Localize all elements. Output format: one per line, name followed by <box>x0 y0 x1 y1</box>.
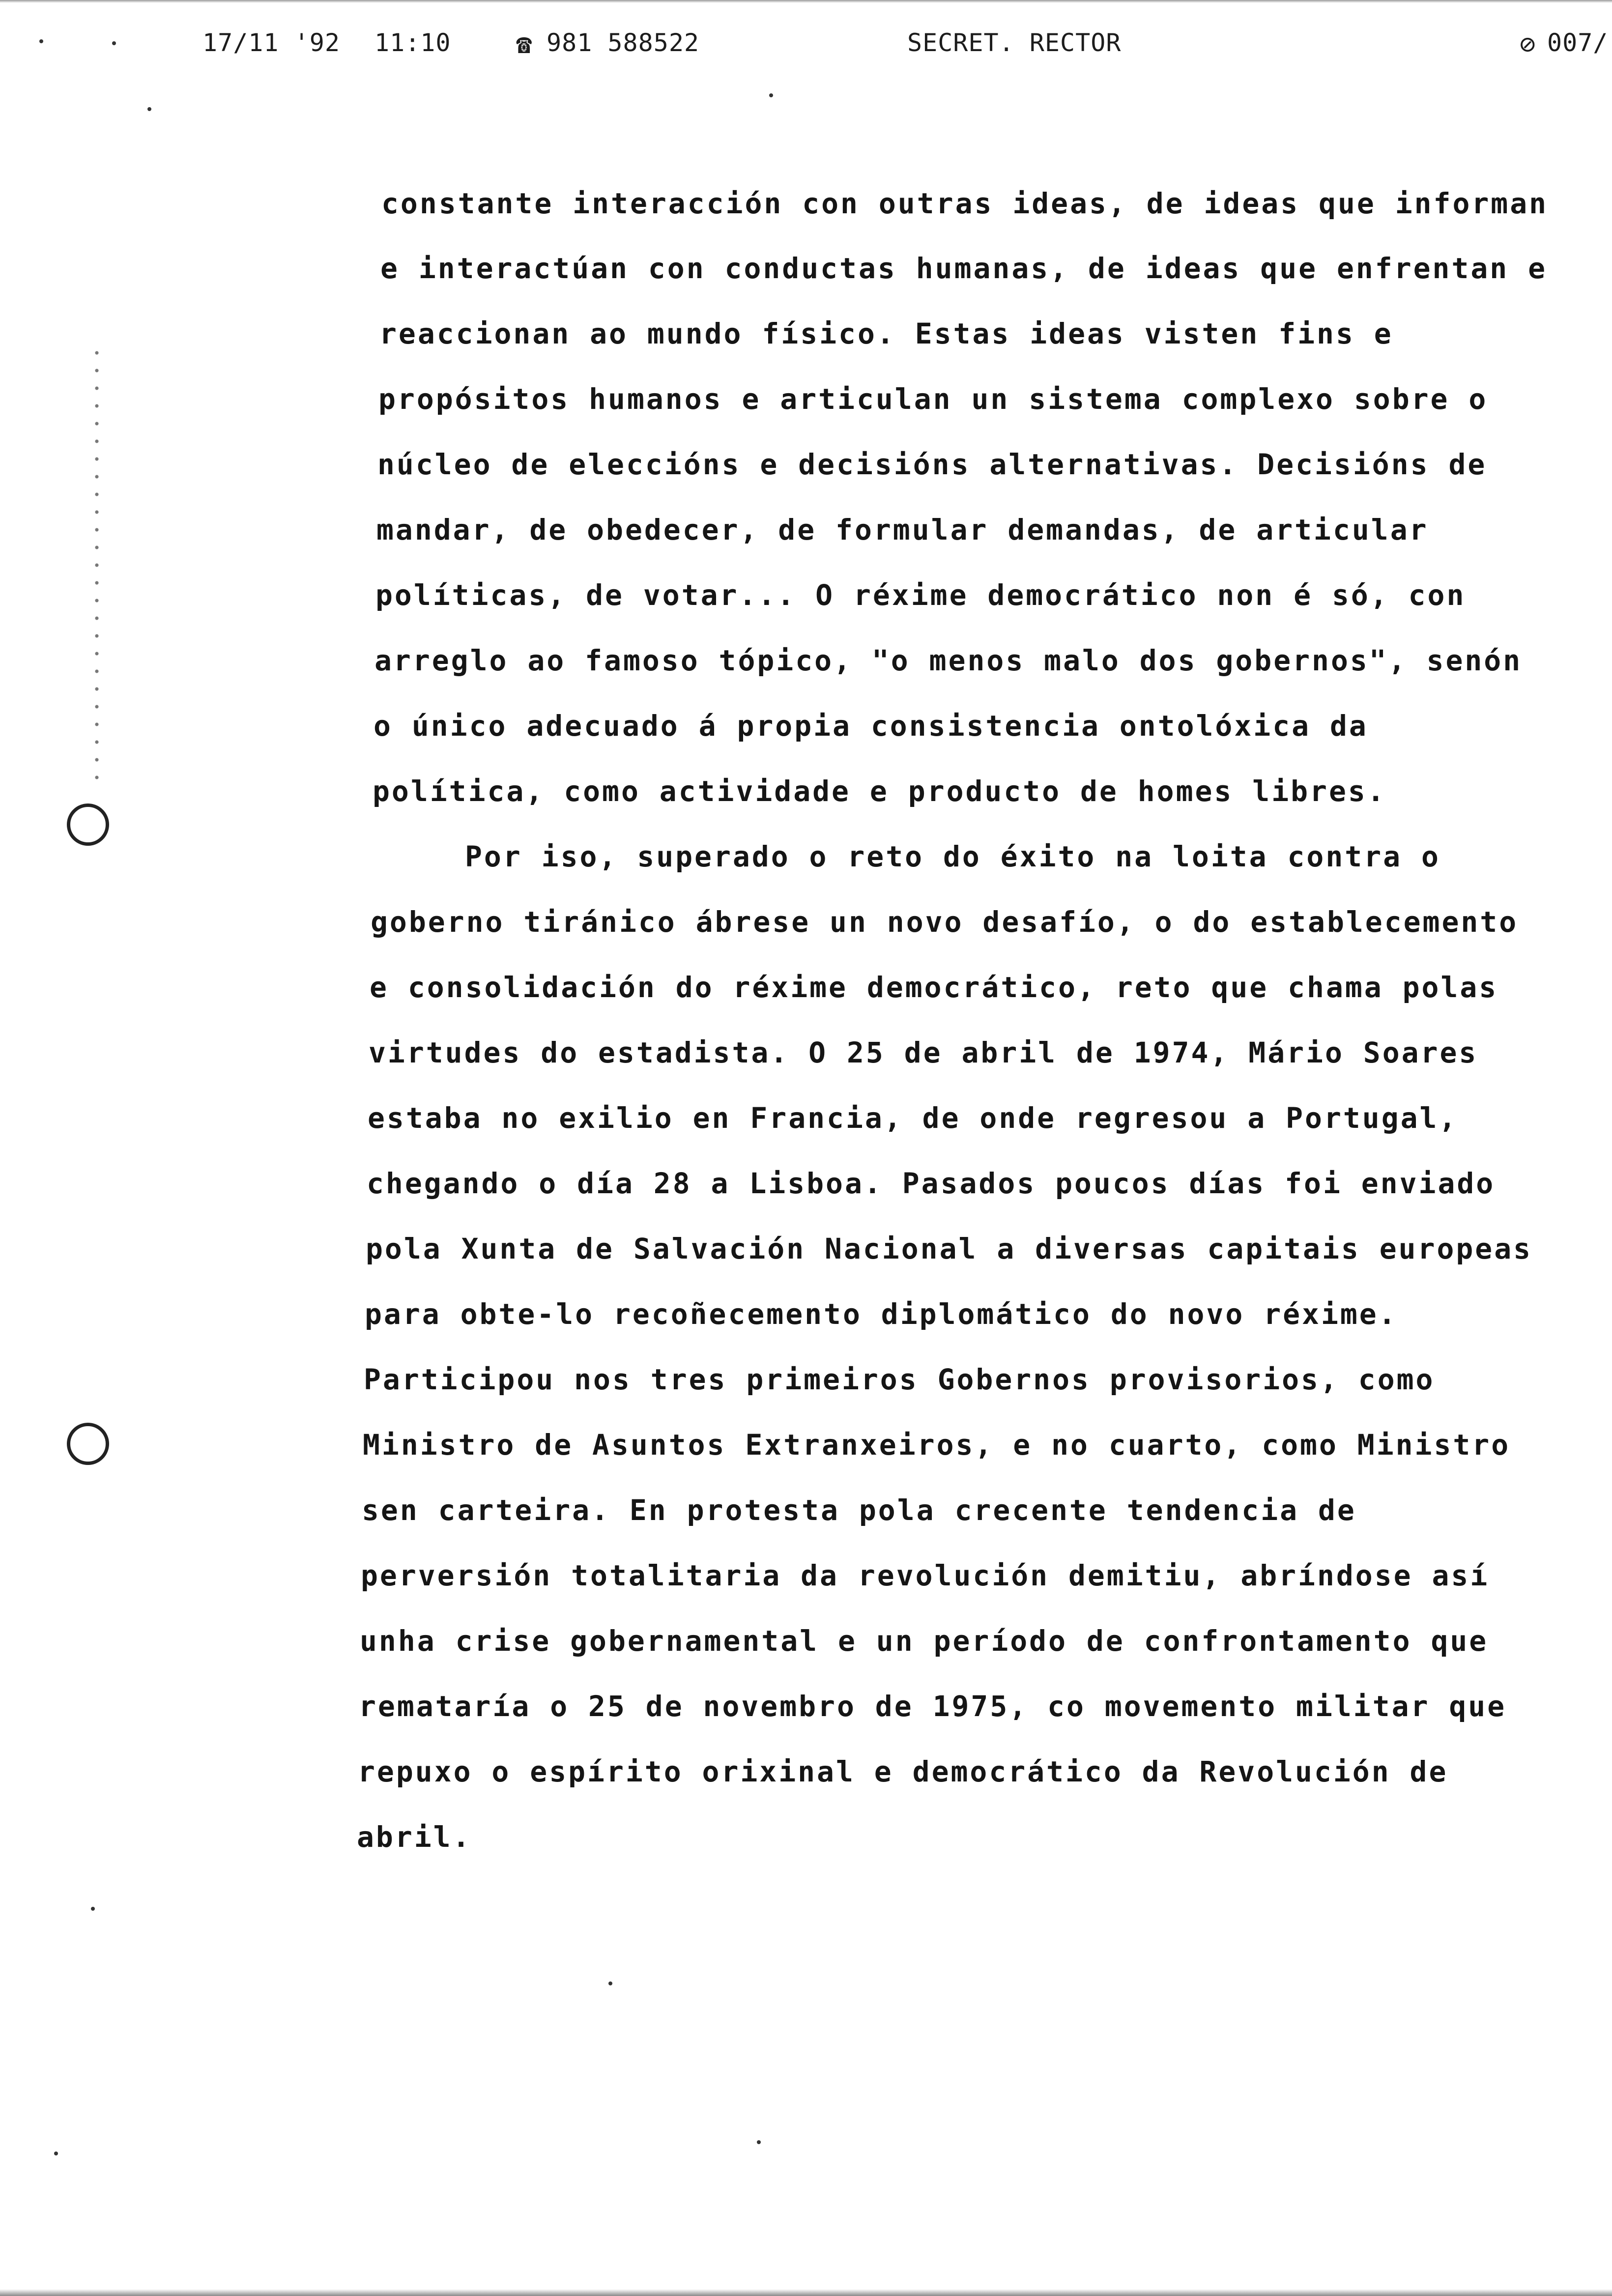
scan-speck <box>54 2152 58 2155</box>
text-line: o único adecuado á propia consistencia ontolóxica da <box>374 709 1368 743</box>
text-line: goberno tiránico ábrese un novo desafío, o do establecemento <box>371 905 1519 939</box>
text-line: políticas, de votar... O réxime democrático non é só, con <box>375 578 1466 612</box>
text-line: e consolidación do réxime democrático, reto que chama polas <box>370 971 1498 1004</box>
fax-sender: SECRET. RECTOR <box>907 29 1122 57</box>
telephone-icon: ☎ <box>516 29 533 59</box>
text-line: abril. <box>357 1820 472 1854</box>
text-line: virtudes do estadista. O 25 de abril de 1974, Mário Soares <box>369 1036 1478 1069</box>
text-line: arreglo ao famoso tópico, "o menos malo dos gobernos", senón <box>374 644 1523 677</box>
text-line: núcleo de eleccións e decisións alternativas. Decisións de <box>377 448 1487 481</box>
punch-hole <box>67 1423 109 1465</box>
text-line: sen carteira. En protesta pola crecente tendencia de <box>362 1493 1356 1527</box>
text-line: Participou nos tres primeiros Gobernos provisorios, como <box>364 1363 1435 1396</box>
binding-marks <box>94 344 99 786</box>
scan-speck <box>39 39 43 43</box>
punch-hole <box>67 804 109 846</box>
fax-page-number: 007/ <box>1547 29 1609 57</box>
text-line: chegando o día 28 a Lisboa. Pasados poucos días foi enviado <box>367 1167 1496 1200</box>
text-line: perversión totalitaria da revolución demitiu, abríndose así <box>361 1559 1490 1592</box>
text-line: reaccionan ao mundo físico. Estas ideas visten fins e <box>379 317 1393 350</box>
scan-bottom-edge <box>0 2289 1612 2296</box>
scan-speck <box>112 41 116 45</box>
scan-speck <box>147 107 151 111</box>
scan-speck <box>757 2140 761 2144</box>
text-line: Ministro de Asuntos Extranxeiros, e no cuarto, como Ministro <box>363 1428 1511 1462</box>
fax-phone-number: 981 588522 <box>547 29 700 57</box>
fax-date: 17/11 '92 <box>202 29 340 57</box>
text-line: política, como actividade e producto de homes libres. <box>373 775 1386 808</box>
text-line: para obte-lo recoñecemento diplomático do novo réxime. <box>365 1297 1398 1331</box>
fax-time: 11:10 <box>374 29 451 57</box>
text-line: mandar, de obedecer, de formular demandas, de articular <box>376 513 1429 546</box>
text-line: remataría o 25 de novembro de 1975, co movemento militar que <box>359 1690 1507 1723</box>
text-line: unha crise gobernamental e un período de confrontamento que <box>360 1624 1489 1658</box>
text-line: propósitos humanos e articulan un sistema complexo sobre o <box>378 382 1488 416</box>
text-line: e interactúan con conductas humanas, de ideas que enfrentan e <box>380 252 1548 285</box>
text-line: repuxo o espírito orixinal e democrático da Revolución de <box>358 1755 1448 1788</box>
text-line-indented: Por iso, superado o reto do éxito na loita contra o <box>465 840 1440 873</box>
scan-speck <box>769 93 773 97</box>
fax-page-icon: ⊘ <box>1520 29 1536 59</box>
text-line: constante interacción con outras ideas, de ideas que informan <box>381 187 1549 220</box>
scan-speck <box>91 1907 95 1911</box>
text-line: estaba no exilio en Francia, de onde regresou a Portugal, <box>368 1101 1458 1135</box>
scan-speck <box>608 1981 612 1985</box>
text-line: pola Xunta de Salvación Nacional a diversas capitais europeas <box>366 1232 1533 1265</box>
fax-header <box>0 29 1612 68</box>
scan-top-edge <box>0 0 1612 3</box>
